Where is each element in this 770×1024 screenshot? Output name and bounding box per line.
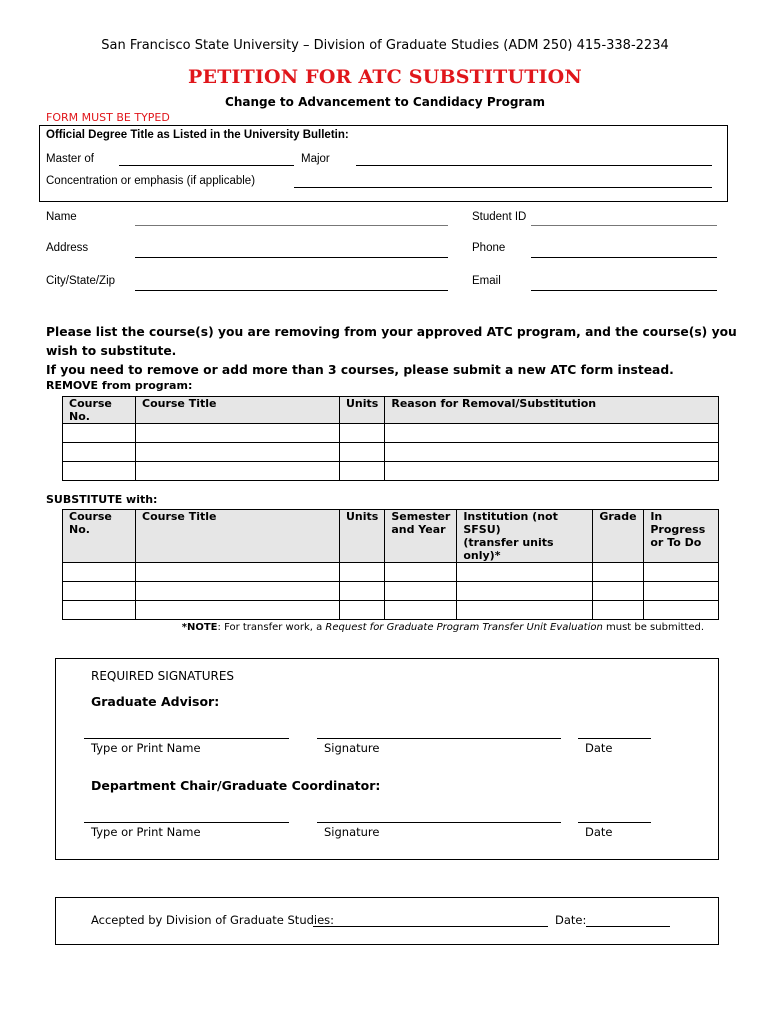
note-text-before: : For transfer work, a xyxy=(217,622,326,633)
name-label: Name xyxy=(46,211,77,223)
advisor-date-label: Date xyxy=(585,741,613,755)
table-cell[interactable] xyxy=(593,601,644,620)
email-field[interactable] xyxy=(531,290,717,291)
chair-date-field[interactable] xyxy=(578,822,651,823)
student-id-field[interactable] xyxy=(531,225,717,226)
instructions-line-1: Please list the course(s) you are removing from your approved ATC program, and the course(s) you wish to substitute. xyxy=(46,325,737,358)
note-italic: Request for Graduate Program Transfer Unit Evaluation xyxy=(325,622,603,633)
sub-col-progress xyxy=(644,510,719,563)
advisor-signature-label: Signature xyxy=(324,741,380,755)
table-row xyxy=(63,601,719,620)
sub-col-semester xyxy=(385,510,457,563)
address-label: Address xyxy=(46,242,89,254)
table-cell[interactable] xyxy=(457,582,593,601)
accepted-by-field[interactable] xyxy=(313,926,548,927)
table-cell[interactable] xyxy=(385,462,719,481)
chair-print-name-label: Type or Print Name xyxy=(91,825,201,839)
table-cell[interactable] xyxy=(593,582,644,601)
table-cell[interactable] xyxy=(63,462,136,481)
remove-col-course-title: Course Title xyxy=(136,397,340,424)
table-cell[interactable] xyxy=(136,601,340,620)
table-row xyxy=(63,462,719,481)
table-cell[interactable] xyxy=(340,582,385,601)
table-cell[interactable] xyxy=(457,563,593,582)
sub-col-institution-l2: (transfer units only)* xyxy=(463,536,554,562)
note-prefix: *NOTE xyxy=(181,622,218,633)
student-id-label: Student ID xyxy=(472,211,527,223)
table-cell[interactable] xyxy=(136,443,340,462)
form-must-be-typed-notice: FORM MUST BE TYPED xyxy=(46,111,170,124)
sub-col-semester-l1: Semester xyxy=(391,510,451,523)
table-cell[interactable] xyxy=(63,601,136,620)
remove-table xyxy=(62,396,719,481)
table-cell[interactable] xyxy=(63,424,136,443)
sub-col-grade xyxy=(593,510,644,563)
table-cell[interactable] xyxy=(385,443,719,462)
concentration-label: Concentration or emphasis (if applicable) xyxy=(46,175,256,187)
city-state-zip-field[interactable] xyxy=(135,290,448,291)
sub-col-units-l1: Units xyxy=(346,510,379,523)
phone-label: Phone xyxy=(472,242,506,254)
graduate-advisor-heading: Graduate Advisor: xyxy=(91,694,220,709)
sub-col-course-no xyxy=(63,510,136,563)
chair-date-label: Date xyxy=(585,825,613,839)
acceptance-date-field[interactable] xyxy=(586,926,670,927)
major-field[interactable] xyxy=(356,165,712,166)
instructions-line-2: If you need to remove or add more than 3 courses, please submit a new ATC form instead. xyxy=(46,363,674,377)
name-field[interactable] xyxy=(135,225,448,226)
sub-col-institution-l1: Institution (not SFSU) xyxy=(463,510,558,536)
substitute-heading: SUBSTITUTE with: xyxy=(46,493,158,506)
remove-table-header-row xyxy=(63,397,719,424)
degree-heading: Official Degree Title as Listed in the University Bulletin: xyxy=(46,129,349,141)
sub-col-semester-l2: and Year xyxy=(391,523,446,536)
chair-signature-label: Signature xyxy=(324,825,380,839)
advisor-date-field[interactable] xyxy=(578,738,651,739)
department-chair-heading: Department Chair/Graduate Coordinator: xyxy=(91,778,381,793)
table-cell[interactable] xyxy=(385,582,457,601)
table-cell[interactable] xyxy=(340,424,385,443)
remove-col-reason: Reason for Removal/Substitution xyxy=(385,397,719,424)
sub-col-course-title xyxy=(136,510,340,563)
master-of-label: Master of xyxy=(46,153,94,165)
remove-heading: REMOVE from program: xyxy=(46,379,193,392)
sub-col-institution xyxy=(457,510,593,563)
sub-col-grade-l1: Grade xyxy=(599,510,637,523)
sub-col-course-title-l1: Course Title xyxy=(142,510,217,523)
table-cell[interactable] xyxy=(340,563,385,582)
advisor-signature-field[interactable] xyxy=(317,738,561,739)
advisor-name-field[interactable] xyxy=(84,738,289,739)
table-cell[interactable] xyxy=(385,563,457,582)
substitute-table xyxy=(62,509,719,620)
table-cell[interactable] xyxy=(644,582,719,601)
signatures-heading: REQUIRED SIGNATURES xyxy=(91,669,235,683)
concentration-field[interactable] xyxy=(294,187,712,188)
table-cell[interactable] xyxy=(457,601,593,620)
table-cell[interactable] xyxy=(63,563,136,582)
table-cell[interactable] xyxy=(136,582,340,601)
accepted-by-label: Accepted by Division of Graduate Studies: xyxy=(91,913,335,927)
table-cell[interactable] xyxy=(136,563,340,582)
table-cell[interactable] xyxy=(644,563,719,582)
institution-line: San Francisco State University – Division of Graduate Studies (ADM 250) 415-338-2234 xyxy=(101,38,669,53)
advisor-print-name-label: Type or Print Name xyxy=(91,741,201,755)
transfer-note xyxy=(0,622,704,633)
acceptance-date-label: Date: xyxy=(555,913,587,927)
note-text-after: must be submitted. xyxy=(602,622,704,633)
table-row xyxy=(63,582,719,601)
table-cell[interactable] xyxy=(644,601,719,620)
chair-signature-field[interactable] xyxy=(317,822,561,823)
table-cell[interactable] xyxy=(136,424,340,443)
sub-col-course-no-l1: Course No. xyxy=(69,510,112,536)
table-cell[interactable] xyxy=(63,443,136,462)
table-cell[interactable] xyxy=(340,601,385,620)
table-cell[interactable] xyxy=(63,582,136,601)
table-row xyxy=(63,443,719,462)
address-field[interactable] xyxy=(135,257,448,258)
table-cell[interactable] xyxy=(340,443,385,462)
phone-field[interactable] xyxy=(531,257,717,258)
master-of-field[interactable] xyxy=(119,165,294,166)
table-cell[interactable] xyxy=(385,601,457,620)
sub-col-progress-l2: or To Do xyxy=(650,536,702,549)
form-subtitle: Change to Advancement to Candidacy Program xyxy=(225,95,545,109)
sub-col-progress-l1: In Progress xyxy=(650,510,706,536)
table-row xyxy=(63,424,719,443)
table-cell[interactable] xyxy=(385,424,719,443)
chair-name-field[interactable] xyxy=(84,822,289,823)
table-row xyxy=(63,563,719,582)
instructions xyxy=(46,323,746,380)
city-state-zip-label: City/State/Zip xyxy=(46,275,116,287)
sub-col-units xyxy=(340,510,385,563)
table-cell[interactable] xyxy=(340,462,385,481)
remove-col-units: Units xyxy=(340,397,385,424)
major-label: Major xyxy=(301,153,330,165)
substitute-table-header-row xyxy=(63,510,719,563)
table-cell[interactable] xyxy=(593,563,644,582)
email-label: Email xyxy=(472,275,501,287)
table-cell[interactable] xyxy=(136,462,340,481)
remove-col-course-no: Course No. xyxy=(63,397,136,424)
form-title: PETITION FOR ATC SUBSTITUTION xyxy=(188,66,582,88)
